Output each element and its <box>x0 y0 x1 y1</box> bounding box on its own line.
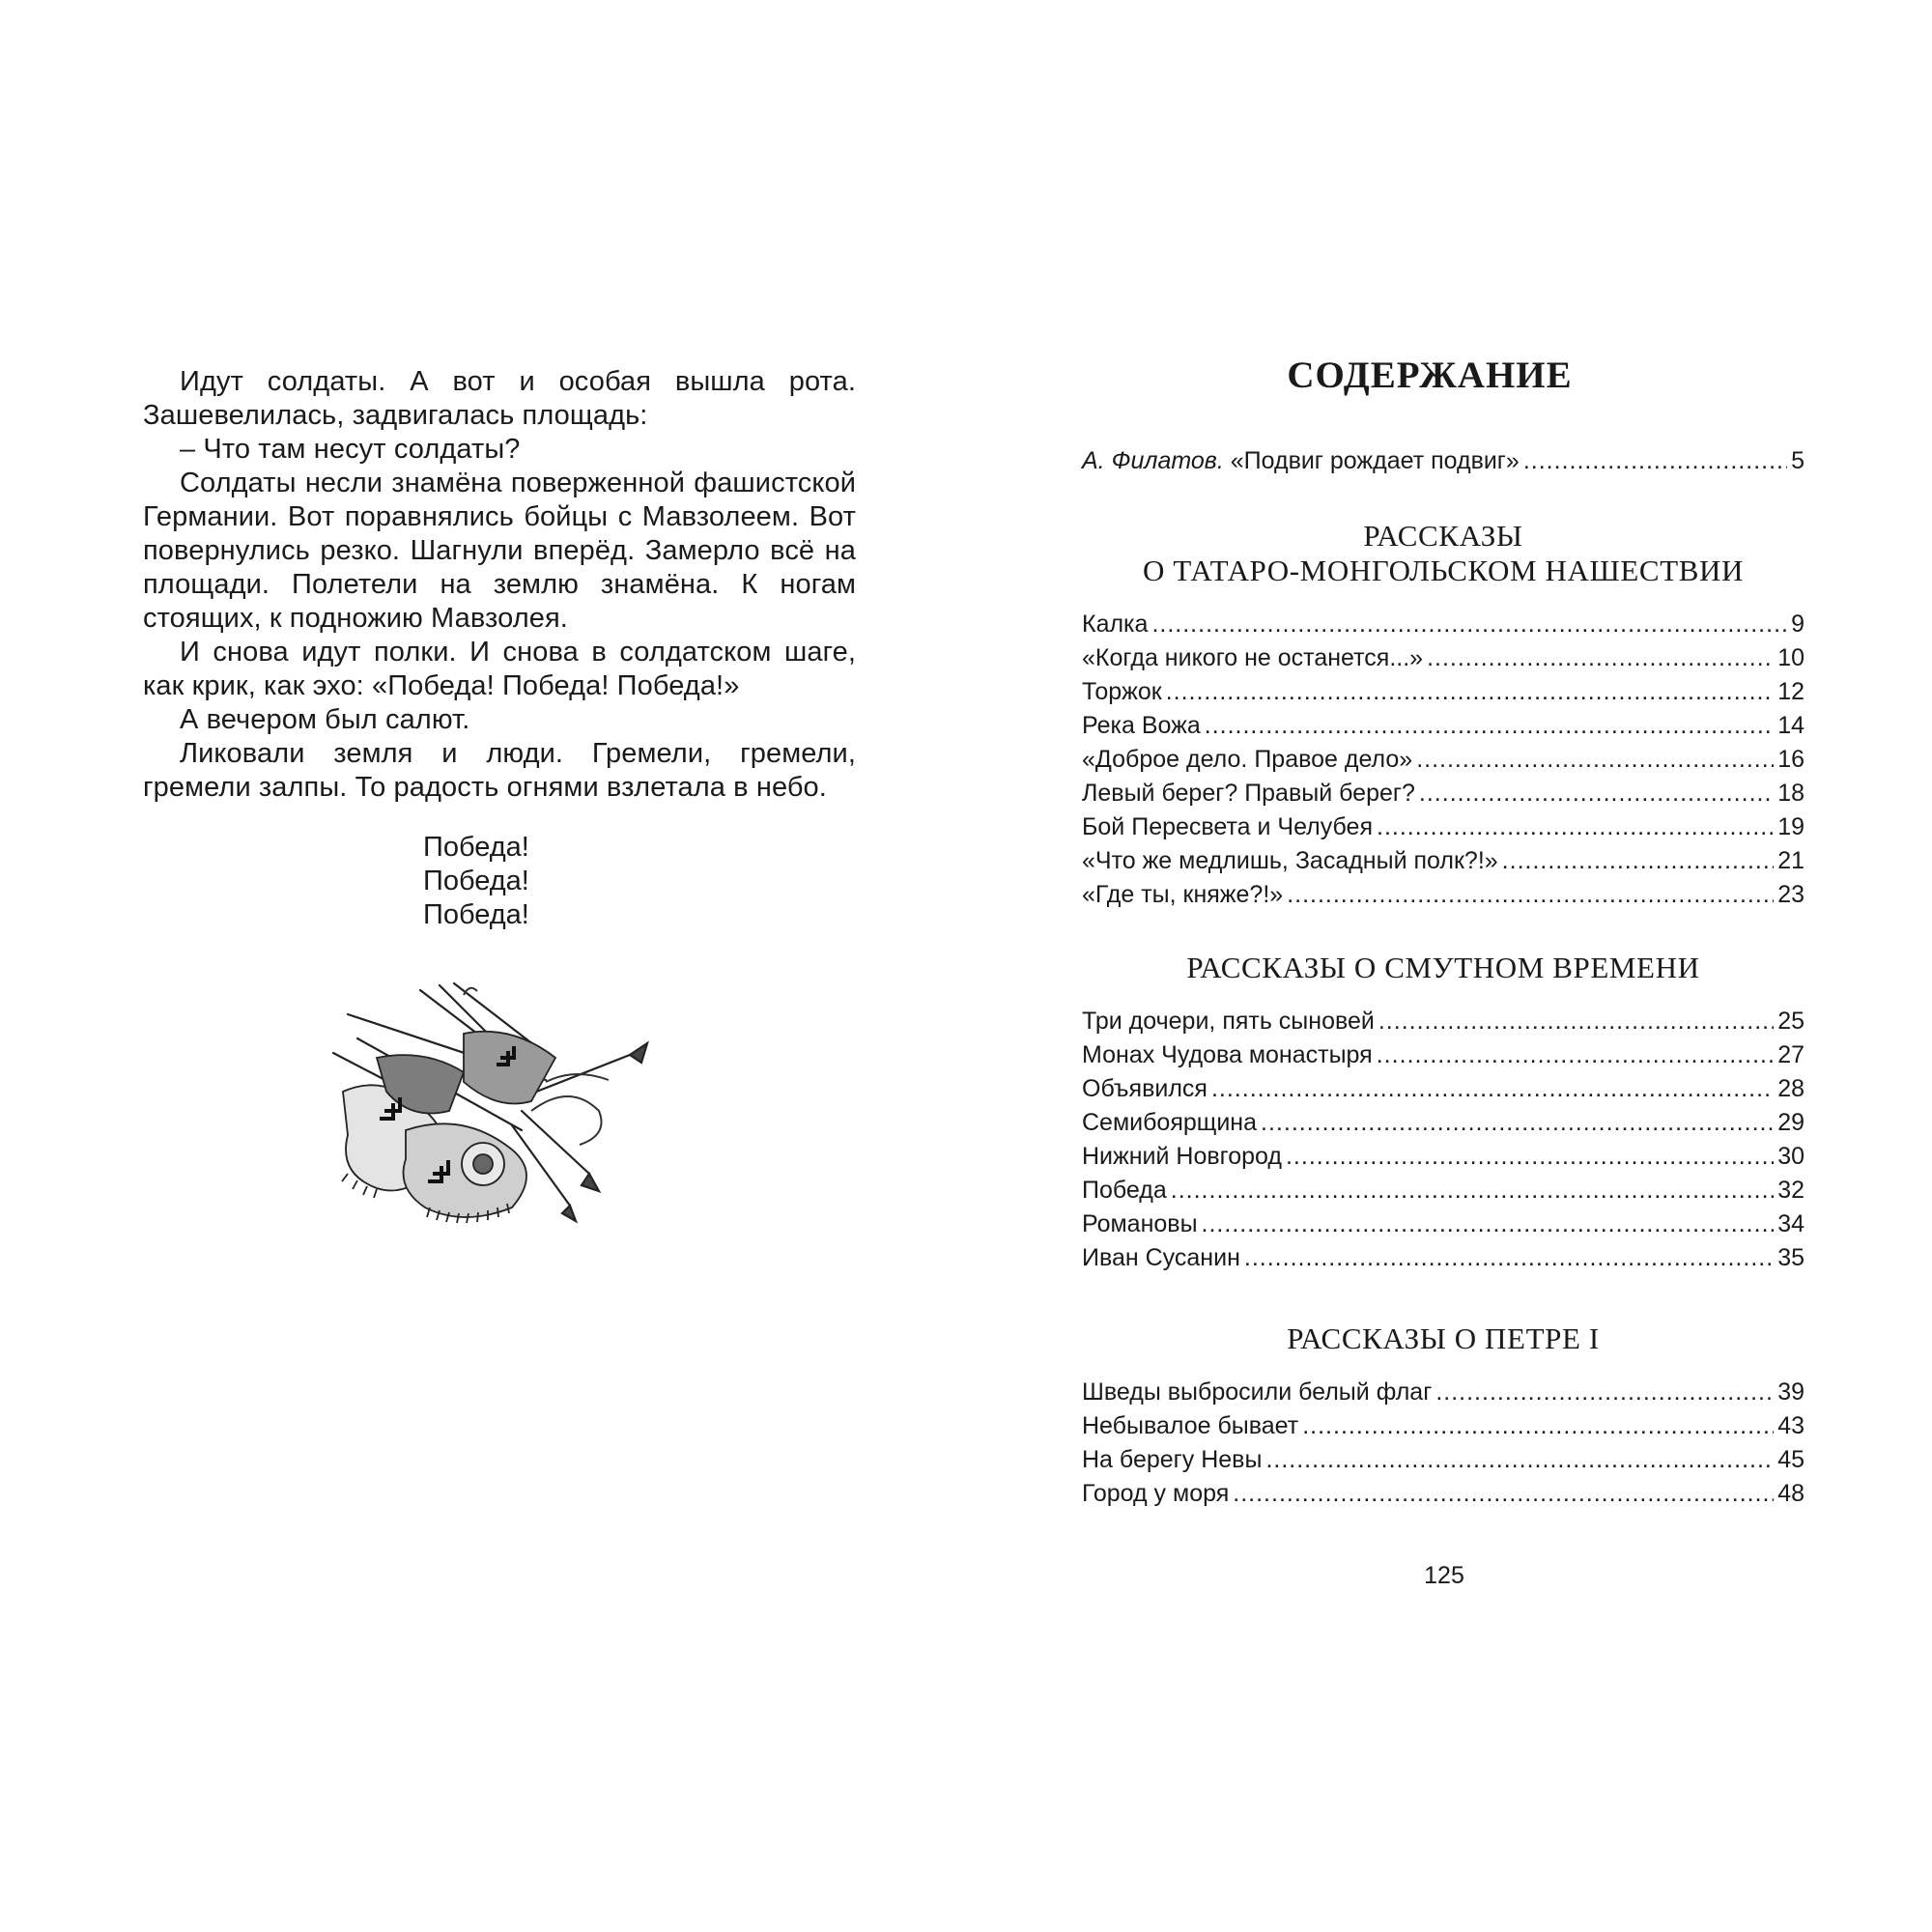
toc-entry-author: А. Филатов. <box>1082 447 1224 474</box>
toc-entry-title: Калка <box>1082 611 1149 638</box>
verse-line: Победа! <box>423 899 529 930</box>
toc-entry-title: Торжок <box>1082 678 1162 705</box>
paragraph: Идут солдаты. А вот и особая вышла рота. Зашевелилась, задвигалась площадь: <box>143 366 856 431</box>
toc-page-number: 21 <box>1777 847 1804 874</box>
toc-row[interactable] <box>1082 1477 1804 1511</box>
toc-page-number: 29 <box>1777 1109 1804 1136</box>
toc-leader-dots <box>1205 709 1774 743</box>
toc-page-number: 19 <box>1777 813 1804 840</box>
paragraph: – Что там несут солдаты? <box>180 434 521 465</box>
toc-leader-dots <box>1419 777 1774 810</box>
toc-entry-title: «Когда никого не останется...» <box>1082 644 1424 671</box>
toc-page-number: 43 <box>1777 1412 1804 1439</box>
toc-page-number: 45 <box>1777 1446 1804 1473</box>
toc-leader-dots <box>1427 641 1774 675</box>
toc-section <box>1082 1005 1804 1275</box>
toc-entry-title: А. Филатов. «Подвиг рождает подвиг» <box>1082 447 1520 474</box>
toc-section <box>1082 608 1804 912</box>
section-heading-tatar: РАССКАЗЫ О ТАТАРО-МОНГОЛЬСКОМ НАШЕСТВИИ <box>1142 519 1744 587</box>
toc-entry-title: Нижний Новгород <box>1082 1143 1282 1170</box>
toc-page-number: 9 <box>1791 611 1804 638</box>
toc-entry-title: Небывалое бывает <box>1082 1412 1299 1439</box>
toc-leader-dots <box>1202 1208 1775 1241</box>
toc-leader-dots <box>1286 1140 1774 1174</box>
toc-leader-dots <box>1233 1477 1774 1511</box>
toc-leader-dots <box>1166 675 1774 709</box>
toc-page-number: 23 <box>1777 881 1804 908</box>
toc-page-number: 39 <box>1777 1378 1804 1406</box>
toc-leader-dots <box>1378 1005 1774 1038</box>
toc-entry-title: Три дочери, пять сыновей <box>1082 1008 1375 1035</box>
toc-leader-dots <box>1287 878 1774 912</box>
toc-row-intro[interactable] <box>1082 444 1804 478</box>
verse-line: Победа! <box>423 866 529 896</box>
toc-leader-dots <box>1244 1241 1774 1275</box>
story-text <box>143 365 856 805</box>
toc-page-number: 14 <box>1777 712 1804 739</box>
page-number: 125 <box>1424 1562 1464 1589</box>
toc-page-number: 35 <box>1777 1244 1804 1271</box>
toc-row[interactable] <box>1082 810 1804 844</box>
toc-section <box>1082 1376 1804 1511</box>
toc-leader-dots <box>1502 844 1775 878</box>
toc-leader-dots <box>1302 1409 1774 1443</box>
toc-row[interactable] <box>1082 1072 1804 1106</box>
toc-page-number: 27 <box>1777 1041 1804 1068</box>
toc-leader-dots <box>1171 1174 1774 1208</box>
toc-leader-dots <box>1416 743 1774 777</box>
toc-entry-title: Романовы <box>1082 1210 1198 1237</box>
toc-page-number: 12 <box>1777 678 1804 705</box>
toc-entry-title: «Доброе дело. Правое дело» <box>1082 746 1413 773</box>
toc-row[interactable] <box>1082 743 1804 777</box>
toc-title: СОДЕРЖАНИЕ <box>1287 355 1573 396</box>
toc-row[interactable] <box>1082 1409 1804 1443</box>
toc-row[interactable] <box>1082 1376 1804 1409</box>
paragraph: Солдаты несли знамёна поверженной фашистской Германии. Вот поравнялись бойцы с Мавзолеем. Вот повернулись резко. Шагнули вперёд. Замерло всё на площади. Полетели на землю знамёна. К ногам стоящих, к подножию Мавзолея. <box>143 468 856 634</box>
toc-leader-dots <box>1265 1443 1774 1477</box>
toc-row[interactable] <box>1082 709 1804 743</box>
toc-row[interactable] <box>1082 1208 1804 1241</box>
toc-entry-title: Левый берег? Правый берег? <box>1082 780 1415 807</box>
toc-entry-title: Шведы выбросили белый флаг <box>1082 1378 1433 1406</box>
toc-entry-title: Монах Чудова монастыря <box>1082 1041 1373 1068</box>
toc-page-number: 10 <box>1777 644 1804 671</box>
toc-entry-title: Победа <box>1082 1177 1167 1204</box>
toc-entry-title: «Что же медлишь, Засадный полк?!» <box>1082 847 1498 874</box>
toc-leader-dots <box>1151 608 1787 641</box>
toc-page-number: 34 <box>1777 1210 1804 1237</box>
section-heading-peter: РАССКАЗЫ О ПЕТРЕ I <box>1287 1321 1600 1355</box>
toc-page-number: 5 <box>1791 447 1804 474</box>
toc-leader-dots <box>1523 444 1787 478</box>
fallen-banners-illustration <box>319 966 657 1227</box>
toc-row[interactable] <box>1082 608 1804 641</box>
toc-leader-dots <box>1261 1106 1774 1140</box>
toc-row[interactable] <box>1082 844 1804 878</box>
toc-entry-title: Бой Пересвета и Челубея <box>1082 813 1373 840</box>
toc-leader-dots <box>1377 1038 1774 1072</box>
toc-row[interactable] <box>1082 641 1804 675</box>
toc-page-number: 16 <box>1777 746 1804 773</box>
toc-row[interactable] <box>1082 878 1804 912</box>
toc-entry-title: Семибоярщина <box>1082 1109 1258 1136</box>
toc-row[interactable] <box>1082 1174 1804 1208</box>
toc-row[interactable] <box>1082 1038 1804 1072</box>
toc-entry-title: Иван Сусанин <box>1082 1244 1240 1271</box>
toc-row[interactable] <box>1082 1140 1804 1174</box>
section-heading-smuta: РАССКАЗЫ О СМУТНОМ ВРЕМЕНИ <box>1186 951 1700 984</box>
toc-leader-dots <box>1211 1072 1774 1106</box>
toc-page-number: 32 <box>1777 1177 1804 1204</box>
toc-page-number: 25 <box>1777 1008 1804 1035</box>
toc-page-number: 28 <box>1777 1075 1804 1102</box>
paragraph: И снова идут полки. И снова в солдатском шаге, как крик, как эхо: «Победа! Победа! Победа!» <box>143 637 856 701</box>
toc-entry-title: На берегу Невы <box>1082 1446 1263 1473</box>
toc-entry-title: Река Вожа <box>1082 712 1201 739</box>
toc-entry-title: Город у моря <box>1082 1480 1230 1507</box>
toc-page-number: 30 <box>1777 1143 1804 1170</box>
toc-page-number: 48 <box>1777 1480 1804 1507</box>
toc-row[interactable] <box>1082 777 1804 810</box>
toc-row[interactable] <box>1082 1005 1804 1038</box>
paragraph: Ликовали земля и люди. Гремели, гремели, гремели залпы. То радость огнями взлетала в небо. <box>143 738 856 803</box>
verse <box>423 831 529 932</box>
toc-row[interactable] <box>1082 1241 1804 1275</box>
toc-row[interactable] <box>1082 1443 1804 1477</box>
paragraph: А вечером был салют. <box>180 704 470 735</box>
toc-page-number: 18 <box>1777 780 1804 807</box>
toc-entry-title: «Где ты, княже?!» <box>1082 881 1284 908</box>
table-of-contents <box>1082 444 1804 1511</box>
toc-leader-dots <box>1435 1376 1774 1409</box>
toc-row[interactable] <box>1082 1106 1804 1140</box>
toc-row[interactable] <box>1082 675 1804 709</box>
toc-leader-dots <box>1377 810 1774 844</box>
toc-entry-title: Объявился <box>1082 1075 1208 1102</box>
verse-line: Победа! <box>423 832 529 863</box>
